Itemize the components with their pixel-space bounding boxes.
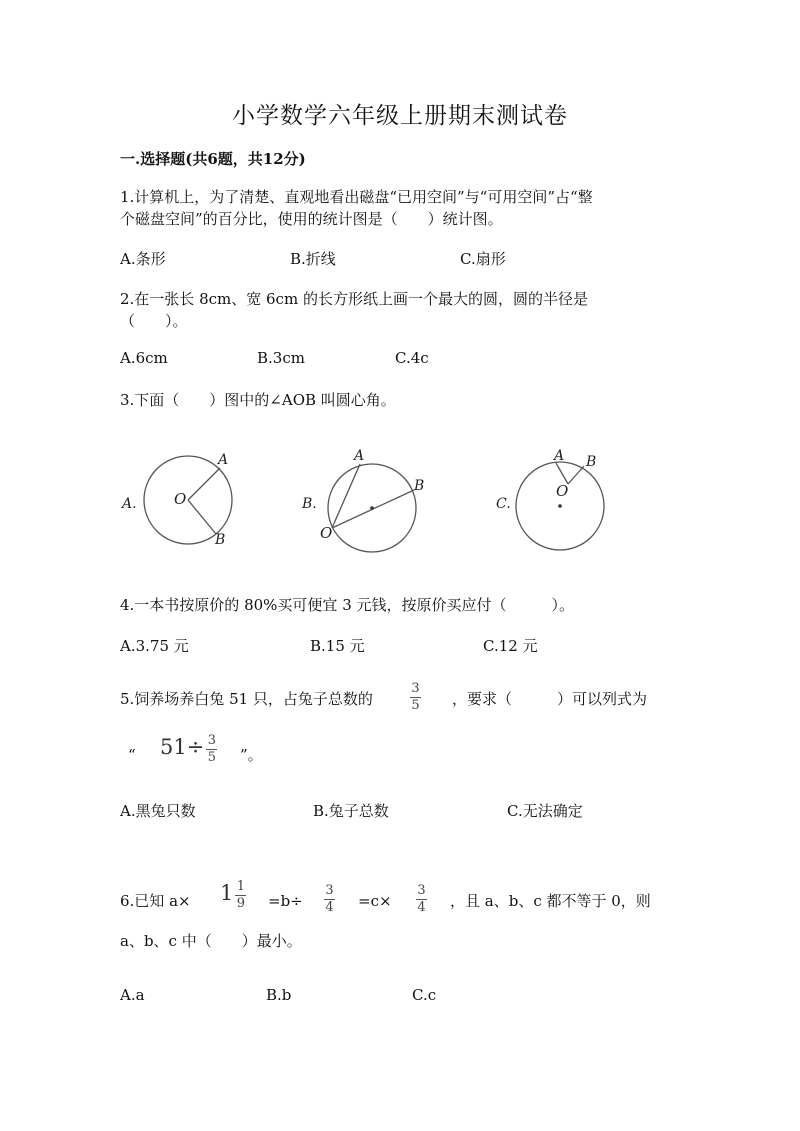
question-6-fraction-2 <box>416 884 427 915</box>
figure-c-segment-ob <box>568 466 584 484</box>
question-1-line-2: 个磁盘空间”的百分比，使用的统计图是（ ）统计图。 <box>120 210 503 228</box>
question-2-option-b: B.3cm <box>257 349 305 367</box>
fraction-denominator: 5 <box>411 698 420 713</box>
question-2-line-1: 2.在一张长 8cm、宽 6cm 的长方形纸上画一个最大的圆，圆的半径是 <box>120 290 588 308</box>
fraction-denominator: 9 <box>236 896 246 911</box>
figure-c-point-o: O <box>556 482 569 500</box>
question-4-text: 4.一本书按原价的 80%买可便宜 3 元钱，按原价买应付（ ）。 <box>120 596 575 614</box>
figure-a-radius-ob <box>188 500 216 534</box>
question-6-option-a: A.a <box>120 986 145 1004</box>
question-6-option-c: C.c <box>412 986 437 1004</box>
question-4-option-a: A.3.75 元 <box>120 637 189 655</box>
figure-b-point-o: O <box>320 524 333 542</box>
figure-a-point-o: O <box>174 490 187 508</box>
question-3-text: 3.下面（ ）图中的∠AOB 叫圆心角。 <box>120 391 396 409</box>
figure-b-point-a: A <box>354 448 365 464</box>
figure-b-center-dot <box>370 506 374 510</box>
fraction-numerator: 3 <box>417 883 426 898</box>
question-4-option-b: B.15 元 <box>310 637 365 655</box>
mixed-whole: 1 <box>220 881 234 905</box>
question-6-option-b: B.b <box>266 986 292 1004</box>
fraction-denominator: 4 <box>417 900 426 915</box>
question-4-option-c: C.12 元 <box>483 637 538 655</box>
section-heading: 一.选择题(共6题，共12分) <box>120 150 306 168</box>
question-1-option-a: A.条形 <box>120 250 166 268</box>
page-title: 小学数学六年级上册期末测试卷 <box>232 103 568 129</box>
fraction-numerator: 3 <box>325 883 334 898</box>
figure-c-point-b: B <box>586 454 597 470</box>
question-1-line-1: 1.计算机上，为了清楚、直观地看出磁盘“已用空间”与“可用空间”占“整 <box>120 188 593 206</box>
figure-b-chord-oa <box>332 464 360 528</box>
fraction-numerator: 3 <box>411 681 420 696</box>
figure-a-label: A. <box>122 496 137 512</box>
question-5-part-2: ，要求（ ）可以列式为 <box>452 690 648 708</box>
question-2-line-2: （ ）。 <box>120 312 188 330</box>
question-5-option-b: B.兔子总数 <box>313 802 389 820</box>
fraction-denominator: 4 <box>325 900 334 915</box>
figure-a-point-b: B <box>215 532 226 548</box>
question-5-option-c: C.无法确定 <box>507 802 583 820</box>
question-6-part-1: 6.已知 a× <box>120 892 191 910</box>
question-5-fraction <box>410 682 421 713</box>
question-5-option-a: A.黑兔只数 <box>120 802 196 820</box>
question-6-part-3: =c× <box>358 892 392 910</box>
question-6-line-2: a、b、c 中（ ）最小。 <box>120 932 302 950</box>
question-6-fraction-1 <box>324 884 335 915</box>
mixed-number <box>220 880 246 911</box>
circle-figures <box>110 440 670 560</box>
figure-c-label: C. <box>496 496 511 512</box>
fraction-numerator: 1 <box>236 879 246 894</box>
figure-c-point-a: A <box>554 448 565 464</box>
figure-a-radius-oa <box>188 468 220 500</box>
expression-text: 51÷ <box>160 735 205 759</box>
figure-b-point-b: B <box>414 478 425 494</box>
question-2-option-a: A.6cm <box>120 349 168 367</box>
division-expression <box>160 734 217 765</box>
fraction-numerator: 3 <box>207 733 216 748</box>
figure-c-center-dot <box>558 504 562 508</box>
figure-b-label: B. <box>302 496 317 512</box>
close-quote: ”。 <box>240 746 263 764</box>
question-5-part-1: 5.饲养场养白兔 51 只，占兔子总数的 <box>120 690 373 708</box>
question-1-option-b: B.折线 <box>290 250 336 268</box>
question-2-option-c: C.4c <box>395 349 429 367</box>
question-1-option-c: C.扇形 <box>460 250 506 268</box>
question-6-part-4: ，且 a、b、c 都不等于 0，则 <box>450 892 651 910</box>
figure-a-point-a: A <box>218 452 229 468</box>
figure-c-segment-oa <box>556 463 568 484</box>
fraction-denominator: 5 <box>207 750 216 765</box>
open-quote: “ <box>128 746 136 764</box>
question-6-part-2: =b÷ <box>268 892 303 910</box>
